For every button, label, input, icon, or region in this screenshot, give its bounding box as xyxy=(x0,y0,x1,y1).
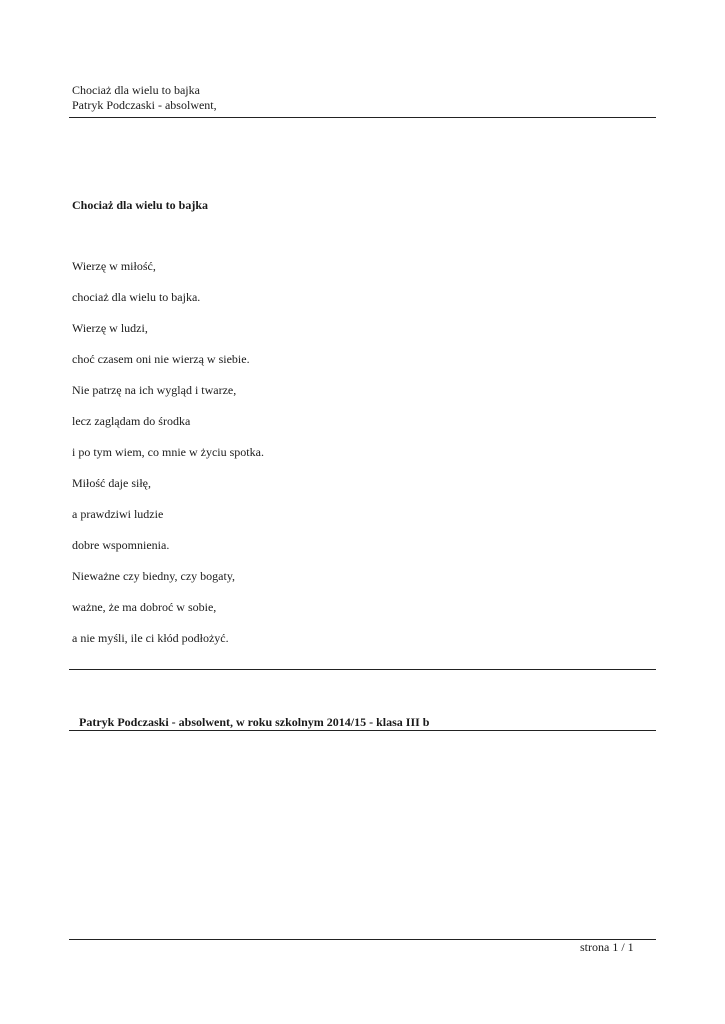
poem-line: Wierzę w ludzi, xyxy=(72,321,148,335)
header-title: Chociaż dla wielu to bajka xyxy=(72,83,200,97)
poem-line: a prawdziwi ludzie xyxy=(72,507,164,521)
poem-line: chociaż dla wielu to bajka. xyxy=(72,290,201,304)
author-note-divider xyxy=(69,730,656,731)
poem-line: i po tym wiem, co mnie w życiu spotka. xyxy=(72,445,264,459)
poem-line: Wierzę w miłość, xyxy=(72,259,156,273)
content-divider xyxy=(69,669,656,670)
poem-line: lecz zaglądam do środka xyxy=(72,414,191,428)
poem-line: Miłość daje siłę, xyxy=(72,476,151,490)
poem-line: a nie myśli, ile ci kłód podłożyć. xyxy=(72,631,229,645)
header-author: Patryk Podczaski - absolwent, xyxy=(72,98,217,112)
page-number: strona 1 / 1 xyxy=(580,940,634,954)
poem-line: Nie patrzę na ich wygląd i twarze, xyxy=(72,383,237,397)
poem-body xyxy=(72,258,264,661)
poem-title: Chociaż dla wielu to bajka xyxy=(72,198,209,212)
poem-line: dobre wspomnienia. xyxy=(72,538,170,552)
page-header xyxy=(72,83,217,113)
poem-line: choć czasem oni nie wierzą w siebie. xyxy=(72,352,250,366)
footer-divider xyxy=(69,939,656,940)
header-divider xyxy=(69,117,656,118)
author-note: Patryk Podczaski - absolwent, w roku szkolnym 2014/15 - klasa III b xyxy=(79,715,430,729)
poem-line: Nieważne czy biedny, czy bogaty, xyxy=(72,569,236,583)
poem-line: ważne, że ma dobroć w sobie, xyxy=(72,600,217,614)
